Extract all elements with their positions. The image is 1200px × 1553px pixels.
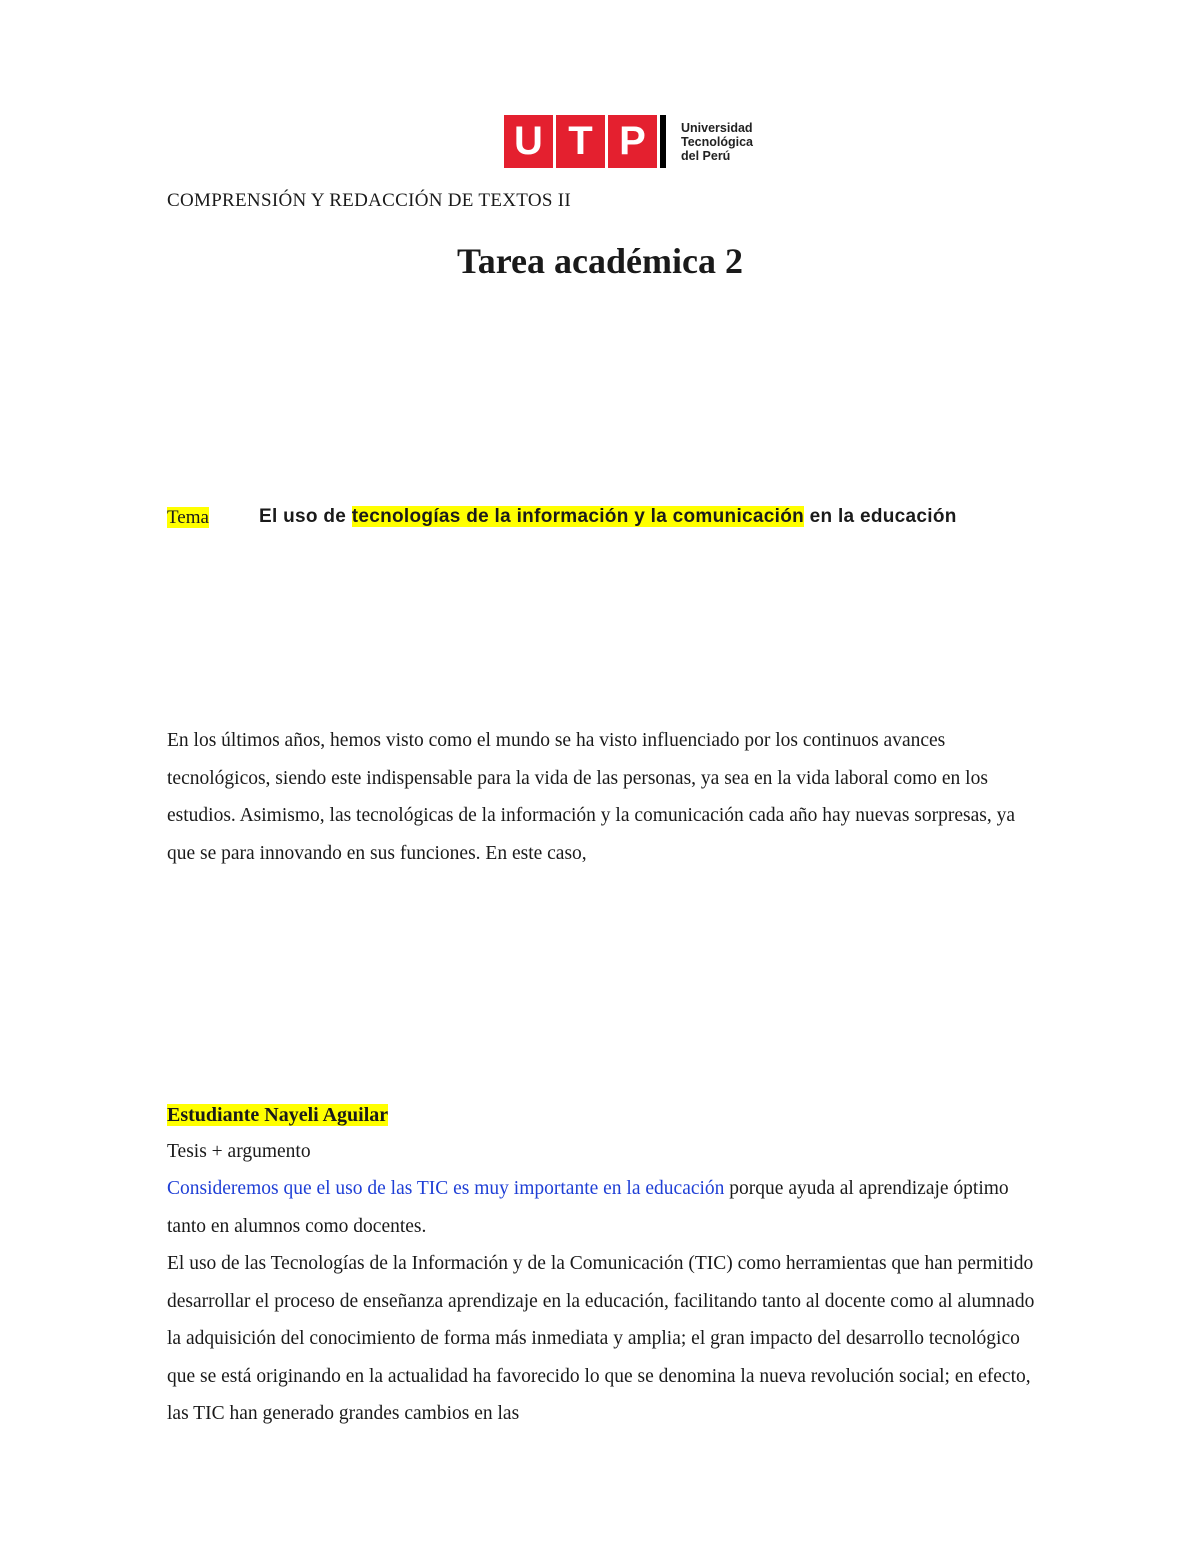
logo-bar [660, 115, 666, 168]
logo-line-1: Universidad [681, 120, 753, 135]
logo-wordmark [681, 121, 753, 163]
utp-logo [504, 115, 753, 168]
course-name: COMPRENSIÓN Y REDACCIÓN DE TEXTOS II [167, 190, 572, 211]
body-paragraph: El uso de las Tecnologías de la Información y de la Comunicación (TIC) como herramientas que han permitido desarrollar el proceso de enseñanza aprendizaje en la educación, facilitando tanto al docente como al alumnado la adquisición del conocimiento de forma más inmediata y amplia; el gran impacto del desarrollo tecnológico que se está originando en la actualidad ha favorecido lo que se denomina la nueva revolución social; en efecto, las TIC han generado grandes cambios en las [167, 1253, 1035, 1424]
thesis-rest: porque ayuda al aprendizaje óptimo tanto en alumnos como docentes. [167, 1178, 1009, 1237]
logo-line-3: del Perú [681, 148, 731, 163]
thesis-label: Tesis + argumento [167, 1141, 311, 1162]
logo-line-2: Tecnológica [681, 134, 754, 149]
logo-letter-u: U [504, 115, 553, 168]
tema-text-after: en la educación [804, 506, 957, 527]
student-line [167, 1097, 388, 1133]
thesis-claim: Consideremos que el uso de las TIC es muy importante en la educación [167, 1178, 725, 1199]
tema-row [167, 503, 1067, 532]
tema-text [259, 503, 957, 531]
tema-text-before: El uso de [259, 506, 352, 527]
logo-letter-p: P [608, 115, 657, 168]
logo-letter-t: T [556, 115, 605, 168]
tema-text-highlight: tecnologías de la información y la comunicación [351, 506, 805, 527]
page-title: Tarea académica 2 [457, 241, 743, 281]
student-label: Estudiante Nayeli Aguilar [167, 1104, 389, 1126]
tema-label: Tema [167, 507, 209, 528]
thesis-paragraph [167, 1170, 1047, 1245]
intro-paragraph: En los últimos años, hemos visto como el mundo se ha visto influenciado por los continuos avances tecnológicos, siendo este indispensable para la vida de las personas, ya sea en la vida laboral como en los estudios. Asimismo, las tecnológicas de la información y la comunicación cada año hay nuevas sorpresas, ya que se para innovando en sus funciones. En este caso, [167, 730, 1016, 864]
